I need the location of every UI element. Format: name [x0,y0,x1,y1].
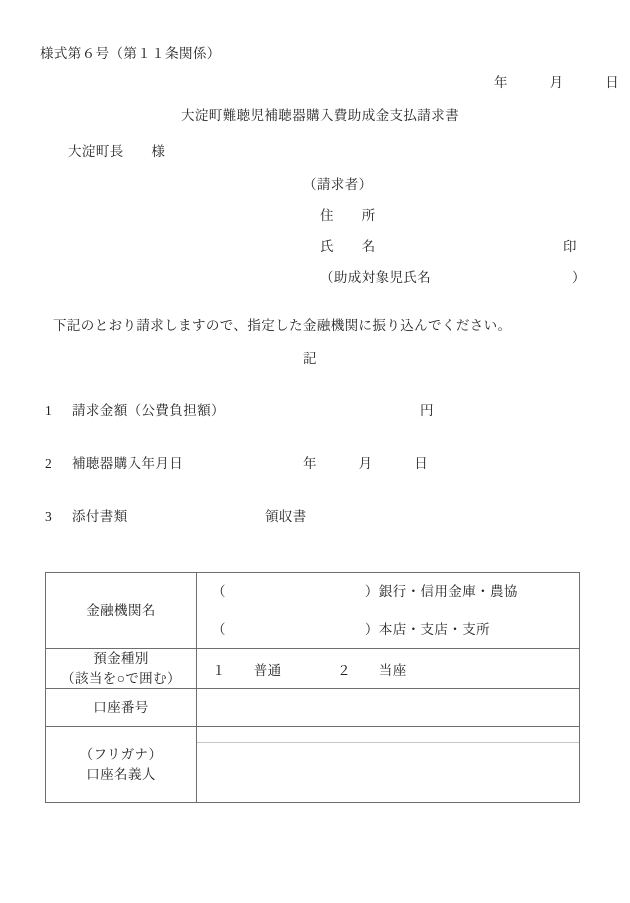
item-2-date-value: 年 月 日 [303,456,429,471]
account-number-value[interactable] [197,689,580,727]
bank-name-value[interactable] [197,573,580,649]
account-holder-label [46,727,197,803]
deposit-type-label-line2: （該当を○で囲む） [61,670,181,686]
claimant-heading: （請求者） [303,177,373,192]
date-line: 年 月 日 [494,75,620,90]
body-text: 下記のとおり請求しますので、指定した金融機関に振り込んでください。 [53,318,512,333]
table-row [46,649,580,689]
deposit-type-options[interactable]: １ 普通 ２ 当座 [197,649,580,689]
table-row [46,573,580,649]
item-3-number: 3 [45,509,53,524]
deposit-type-label [46,649,197,689]
bank-institution-line: （ ）銀行・信用金庫・農協 [212,584,518,599]
item-3-label: 添付書類 [72,509,128,524]
form-number: 様式第６号（第１１条関係） [40,46,221,61]
bank-branch-line: （ ）本店・支店・支所 [212,621,490,637]
child-name-close-paren: ） [572,270,586,285]
bank-account-table [45,572,580,803]
item-1-unit: 円 [420,403,434,418]
name-label: 氏 名 [320,239,376,254]
item-3-value: 領収書 [265,509,307,524]
item-2-label: 補聴器購入年月日 [72,456,184,471]
account-holder-value[interactable] [197,727,580,803]
ki-mark: 記 [303,351,317,366]
account-holder-label-line1: （フリガナ） [79,747,163,763]
deposit-type-label-line1: 預金種別 [93,651,149,666]
account-holder-label-line2: 口座名義人 [86,766,156,782]
item-1-label: 請求金額（公費負担額） [72,403,225,418]
child-name-label: （助成対象児氏名 [320,270,432,285]
bank-name-label: 金融機関名 [46,573,197,649]
item-1-number: 1 [45,403,53,418]
item-2-number: 2 [45,456,53,471]
table-row [46,727,580,803]
address-label: 住 所 [320,208,376,223]
seal-label: 印 [563,239,577,254]
account-number-label: 口座番号 [46,689,197,727]
furigana-divider [197,742,579,743]
table-row [46,689,580,727]
addressee: 大淀町長 様 [68,144,166,159]
page-title: 大淀町難聴児補聴器購入費助成金支払請求書 [181,108,459,123]
